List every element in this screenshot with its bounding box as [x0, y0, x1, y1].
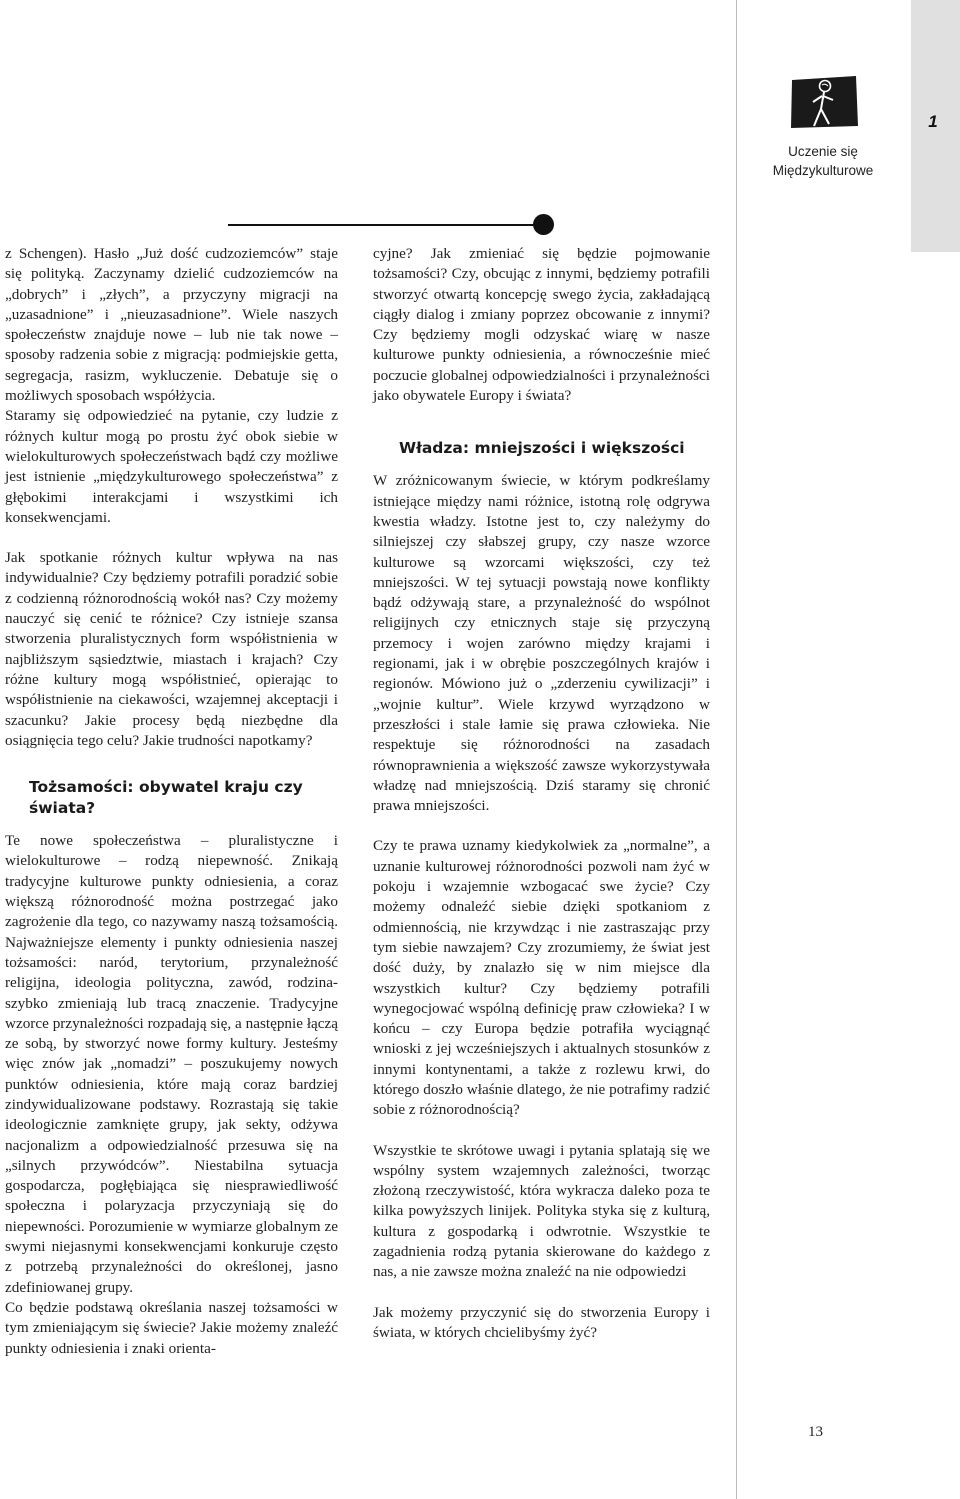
- left-paragraph-4: Te nowe społeczeństwa – pluralistyczne i wielokulturowe – rodzą niepewność. Znikają tradycyjne kulturowe punkty odniesienia, a coraz większą różnorodność można postrzegać jako zagrożenie dla tego, co nazywamy naszą tożsamością. Najważniejsze elementy i punkty odniesienia naszej tożsamości: naród, terytorium, przynależność religijna, ideologia polityczna, zawód, rodzina- szybko zmieniają lub tracą znaczenie. Tradycyjne wzorce przynależności rozpadają się, a następnie łączą ze sobą, by stworzyć nowe formy kultury. Jesteśmy więc znów jak „nomadzi” – poszukujemy nowych punktów odniesienia, które mają coraz bardziej zindywidualizowane podstawy. Rozrastają się takie ideologicznie zamknięte grupy, jak sekty, odżywa nacjonalizm a odpowiedzialność przesuwa się na „silnych przywódców”. Niestabilna sytuacja gospodarcza, pogłębiająca się niesprawiedliwość społeczna i polaryzacja przyczyniają się do niepewności. Porozumienie w wymiarze globalnym ze swymi niejasnymi konsekwencjami konkuruje często z potrzebą przynależności do określonej, jasno zdefiniowanej grupy.: [5, 832, 338, 1296]
- page-number: 13: [808, 1424, 823, 1440]
- left-paragraph-3: Jak spotkanie różnych kultur wpływa na nas indywidualnie? Czy będziemy potrafili poradzić sobie z codzienną różnorodnością wokół nas? Czy możemy nauczyć się cenić te różnice? Czy istnieje szansa stworzenia pluralistycznych form współistnienia w najbliższym sąsiedztwie, miastach i krajach? Czy różne kultury mogą współistnieć, opierając to współistnienie na ciekawości, wzajemnej akceptacji i szacunku? Jakie procesy będą niezbędne dla osiągnięcia tego celu? Jakie trudności napotkamy?: [5, 549, 338, 749]
- heading-power: Władza: mniejszości i większości: [399, 439, 685, 458]
- section-label-line2: Międzykulturowe: [772, 163, 874, 178]
- section-label-line1: Uczenie się: [788, 144, 858, 159]
- right-paragraph-1: cyjne? Jak zmieniać się będzie pojmowanie tożsamości? Czy, obcując z innymi, będziemy potrafili stworzyć otwartą koncepcję swego życia, zakładającą ciągły dialog i zmiany poprzez obcowanie z innymi? Czy będziemy mogli odzyskać wiarę w nasze kulturowe punkty odniesienia, a równocześnie mieć poczucie globalnej odpowiedzialności i przynależności jako obywatele Europy i świata?: [373, 245, 710, 405]
- chapter-number: 1: [928, 112, 938, 131]
- header-rule-dot: [533, 214, 554, 235]
- right-paragraph-4: Wszystkie te skrótowe uwagi i pytania splatają się we wspólny system wzajemnych zależności, tworząc złożoną rzeczywistość, która wykracza daleko poza te kilka powyższych linijek. Polityka styka się z kulturą, kultura z gospodarką i odwrotnie. Wszystkie te zagadnienia rodzą pytania skierowane do każdego z nas, a nie zawsze można znaleźć na nie odpowiedzi: [373, 1141, 710, 1281]
- intercultural-learning-logo-icon: [788, 74, 860, 130]
- heading-identities: Tożsamości: obywatel kraju czy świata?: [29, 778, 303, 818]
- left-paragraph-5: Co będzie podstawą określania naszej tożsamości w tym zmieniającym się świecie? Jakie możemy znaleźć punkty odniesienia i znaki orienta-: [5, 1298, 338, 1357]
- header-rule: [228, 224, 544, 226]
- left-column: [5, 244, 338, 1359]
- section-label: [760, 142, 886, 180]
- right-paragraph-2: W zróżnicowanym świecie, w którym podkreślamy istniejące między nami różnice, istotną rolę odgrywa kwestia władzy. Istotne jest to, czy należymy do silniejszej czy słabszej grupy, czy nasze wzorce kulturowe są wzorcami większości, czy też mniejszości. W tej sytuacji powstają nowe konflikty bądź odżywają stare, a przynależność do wspólnot religijnych czy etnicznych staje się przyczyną przemocy i wojen zarówno między krajami i regionami, jak i w obrębie poszczególnych krajów i regionów. Mówiono już o „zderzeniu cywilizacji” i „wojnie kultur”. Wiele krzywd wyrządzono w przeszłości i stale łamie się prawa człowieka. Nie respektuje się różnorodności na zasadach równoprawnienia a większość zawsze wykorzystywała władzę nad mniejszością. Dziś staramy się chronić prawa mniejszości.: [373, 472, 710, 815]
- right-paragraph-3: Czy te prawa uznamy kiedykolwiek za „normalne”, a uznanie kulturowej różnorodności pozwoli nam żyć w pokoju i wzajemnie wzbogacać swe życie? Czy możemy odnaleźć siebie dzięki spotkaniom z odmiennością, nie krzywdząc i nie zastraszając przy tym siebie nawzajem? Czy zrozumiemy, że świat jest dość duży, by znalazło się w nim miejsce dla wszystkich kultur? Czy będziemy potrafili wynegocjować wspólną definicję praw człowieka? I w końcu – czy Europa będzie potrafiła wyciągnąć wnioski z jej wcześniejszych i aktualnych stosunków z innymi kontynentami, a także z rozlewu krwi, do którego doszło właśnie dlatego, że nie potrafimy radzić sobie z różnorodnością?: [373, 837, 710, 1119]
- left-paragraph-1: z Schengen). Hasło „Już dość cudzoziemców” staje się polityką. Zaczynamy dzielić cudzoziemców na „dobrych” i „złych”, a przyczyny migracji na „uzasadnione” i „nieuzasadnione”. Wiele naszych społeczeństw znajduje nowe – lub nie tak nowe – sposoby radzenia sobie z migracją: podmiejskie getta, segregacja, rasizm, wykluczenie. Debatuje się o możliwych sposobach współżycia.: [5, 245, 338, 405]
- right-paragraph-5: Jak możemy przyczynić się do stworzenia Europy i świata, w których chcielibyśmy żyć?: [373, 1303, 710, 1341]
- right-column: [373, 244, 710, 1343]
- left-paragraph-2: Staramy się odpowiedzieć na pytanie, czy ludzie z różnych kultur mogą po prostu żyć obok siebie w wielokulturowych społeczeństwach bądź czy możliwe jest istnienie „międzykulturowego społeczeństwa” z głębokimi interakcjami i wszystkimi ich konsekwencjami.: [5, 407, 338, 526]
